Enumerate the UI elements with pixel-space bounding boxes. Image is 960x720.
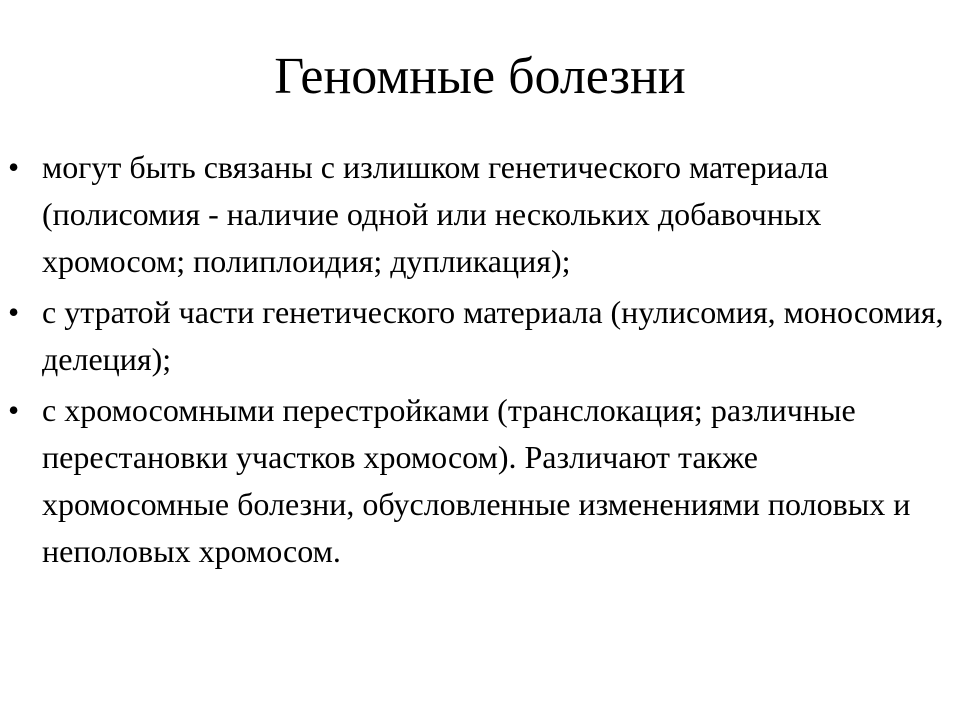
bullet-icon: • xyxy=(8,149,20,185)
bullet-text: с утратой части генетического материала (нулисомия, моносомия, делеция); xyxy=(42,294,944,377)
bullet-list xyxy=(0,144,960,579)
bullet-item xyxy=(0,387,960,575)
bullet-text: с хромосомными перестройками (транслокация; различные перестановки участков хромосом). Различают также хромосомные болезни, обусловленные изменениями половых и неполовых хромосом. xyxy=(42,392,911,569)
slide-title: Геномные болезни xyxy=(274,48,686,105)
bullet-text: могут быть связаны с излишком генетического материала (полисомия - наличие одной или нескольких добавочных хромосом; полиплоидия; дупликация); xyxy=(42,149,829,279)
bullet-item xyxy=(0,144,960,285)
bullet-item xyxy=(0,289,960,383)
bullet-icon: • xyxy=(8,392,20,428)
bullet-icon: • xyxy=(8,294,20,330)
